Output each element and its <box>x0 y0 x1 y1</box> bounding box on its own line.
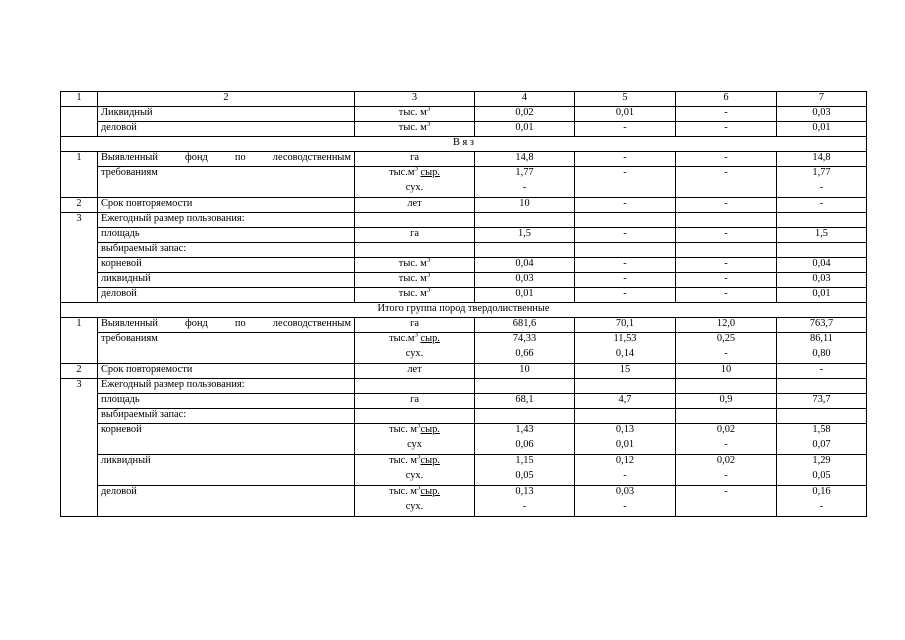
table-row <box>61 273 867 288</box>
value-cell: 0,12 - <box>575 455 676 486</box>
value-cell: 1,29 0,05 <box>777 455 867 486</box>
value-cell: 10 <box>475 364 575 379</box>
row-number: 1 <box>61 152 98 198</box>
value-cell: 4,7 <box>575 394 676 409</box>
section-title-row <box>61 303 867 318</box>
value-cell: - <box>575 273 676 288</box>
value-cell: 0,02 - <box>676 424 777 455</box>
unit-cell: га <box>355 318 475 333</box>
value-cell: - <box>676 228 777 243</box>
value-cell: 1,43 0,06 <box>475 424 575 455</box>
unit-cell: лет <box>355 364 475 379</box>
value-cell: 74,33 0,66 <box>475 333 575 364</box>
header-cell: 3 <box>355 92 475 107</box>
row-label: Срок повторяемости <box>98 364 355 379</box>
value-cell: - <box>777 198 867 213</box>
value-cell: 0,01 <box>475 288 575 303</box>
value-cell: - <box>676 273 777 288</box>
table-row <box>61 288 867 303</box>
unit-cell: тыс. $м^3сыр$. сух. <box>355 486 475 517</box>
value-cell: 1,15 0,05 <box>475 455 575 486</box>
table-row <box>61 333 867 364</box>
row-number: 3 <box>61 379 98 517</box>
unit-cell: тыс. $м^3$ <box>355 258 475 273</box>
row-label: Выявленный фонд по лесоводственным <box>98 318 355 333</box>
table-row <box>61 486 867 517</box>
table-row <box>61 107 867 122</box>
value-cell: 14,8 <box>475 152 575 167</box>
row-label: деловой <box>98 288 355 303</box>
value-cell: - <box>676 258 777 273</box>
value-cell: 1,77 - <box>475 167 575 198</box>
value-cell: 0,01 <box>575 107 676 122</box>
value-cell: 10 <box>475 198 575 213</box>
header-cell: 6 <box>676 92 777 107</box>
value-cell: 1,77 - <box>777 167 867 198</box>
unit-cell: тыс. $м^3$ <box>355 288 475 303</box>
unit-cell: тыс. $м^3сыр$. сух. <box>355 455 475 486</box>
unit-cell: $тыс.м^3$ сыр. сух. <box>355 167 475 198</box>
value-cell: 0,03 - <box>575 486 676 517</box>
value-cell: 0,01 <box>777 122 867 137</box>
section-title-row <box>61 137 867 152</box>
document-page <box>60 91 866 517</box>
row-label: площадь <box>98 394 355 409</box>
row-label: площадь <box>98 228 355 243</box>
value-cell: 70,1 <box>575 318 676 333</box>
value-cell: 0,03 <box>777 107 867 122</box>
value-cell: 73,7 <box>777 394 867 409</box>
value-cell: - <box>575 288 676 303</box>
value-cell: - <box>575 152 676 167</box>
table-row <box>61 228 867 243</box>
value-cell: - <box>676 152 777 167</box>
value-cell: - <box>676 486 777 517</box>
unit-cell: тыс. $м^3сыр$. сух <box>355 424 475 455</box>
row-label: требованиям <box>98 333 355 364</box>
value-cell: - <box>575 122 676 137</box>
row-number: 2 <box>61 364 98 379</box>
value-cell: 0,03 <box>475 273 575 288</box>
value-cell: 0,03 <box>777 273 867 288</box>
row-label: Срок повторяемости <box>98 198 355 213</box>
value-cell: 0,02 - <box>676 455 777 486</box>
row-label: корневой <box>98 424 355 455</box>
row-label: выбираемый запас: <box>98 243 355 258</box>
unit-cell: лет <box>355 198 475 213</box>
value-cell: 1,5 <box>777 228 867 243</box>
row-label: требованиям <box>98 167 355 198</box>
value-cell: 86,11 0,80 <box>777 333 867 364</box>
value-cell: 1,5 <box>475 228 575 243</box>
table-row <box>61 122 867 137</box>
value-cell: 0,9 <box>676 394 777 409</box>
value-cell: 0,04 <box>475 258 575 273</box>
unit-cell: га <box>355 394 475 409</box>
row-label: Ликвидный <box>98 107 355 122</box>
value-cell: 14,8 <box>777 152 867 167</box>
value-cell: 12,0 <box>676 318 777 333</box>
value-cell: 0,16 - <box>777 486 867 517</box>
value-cell: - <box>676 122 777 137</box>
header-cell: 1 <box>61 92 98 107</box>
value-cell: 0,13 0,01 <box>575 424 676 455</box>
table-row <box>61 258 867 273</box>
table-row <box>61 409 867 424</box>
unit-cell: га <box>355 152 475 167</box>
row-number <box>61 107 98 137</box>
section-title: Итого группа пород твердолиственные <box>61 303 867 318</box>
value-cell: 1,58 0,07 <box>777 424 867 455</box>
row-label: деловой <box>98 486 355 517</box>
table-row <box>61 455 867 486</box>
row-label: корневой <box>98 258 355 273</box>
unit-cell: тыс. $м^3$ <box>355 107 475 122</box>
unit-cell: $тыс.м^3$ сыр. сух. <box>355 333 475 364</box>
table-row <box>61 167 867 198</box>
value-cell: 68,1 <box>475 394 575 409</box>
row-label: Ежегодный размер пользования: <box>98 379 355 394</box>
table-row <box>61 213 867 228</box>
table-row <box>61 424 867 455</box>
value-cell: - <box>575 167 676 198</box>
section-title: В я з <box>61 137 867 152</box>
value-cell: - <box>676 288 777 303</box>
value-cell: - <box>575 258 676 273</box>
row-label: выбираемый запас: <box>98 409 355 424</box>
value-cell: - <box>575 228 676 243</box>
row-number: 3 <box>61 213 98 303</box>
value-cell: 763,7 <box>777 318 867 333</box>
value-cell: - <box>676 107 777 122</box>
value-cell: 0,04 <box>777 258 867 273</box>
value-cell: 0,13 - <box>475 486 575 517</box>
value-cell: - <box>575 198 676 213</box>
table-row <box>61 152 867 167</box>
row-label: деловой <box>98 122 355 137</box>
value-cell: 0,02 <box>475 107 575 122</box>
table-row <box>61 318 867 333</box>
table-row <box>61 394 867 409</box>
value-cell: 10 <box>676 364 777 379</box>
value-cell: 0,01 <box>777 288 867 303</box>
header-cell: 4 <box>475 92 575 107</box>
value-cell: - <box>676 167 777 198</box>
header-cell: 5 <box>575 92 676 107</box>
header-row <box>61 92 867 107</box>
value-cell: - <box>676 198 777 213</box>
row-label: ликвидный <box>98 273 355 288</box>
row-label: Выявленный фонд по лесоводственным <box>98 152 355 167</box>
row-label: Ежегодный размер пользования: <box>98 213 355 228</box>
value-cell: - <box>777 364 867 379</box>
value-cell: 11,53 0,14 <box>575 333 676 364</box>
value-cell: 15 <box>575 364 676 379</box>
row-number: 1 <box>61 318 98 364</box>
unit-cell: тыс. $м^3$ <box>355 273 475 288</box>
unit-cell: тыс. $м^3$ <box>355 122 475 137</box>
forest-use-table <box>60 91 867 517</box>
row-number: 2 <box>61 198 98 213</box>
unit-cell: га <box>355 228 475 243</box>
header-cell: 2 <box>98 92 355 107</box>
value-cell: 681,6 <box>475 318 575 333</box>
table-row <box>61 379 867 394</box>
value-cell: 0,01 <box>475 122 575 137</box>
row-label: ликвидный <box>98 455 355 486</box>
value-cell: 0,25 - <box>676 333 777 364</box>
table-row <box>61 198 867 213</box>
table-row <box>61 364 867 379</box>
header-cell: 7 <box>777 92 867 107</box>
table-row <box>61 243 867 258</box>
